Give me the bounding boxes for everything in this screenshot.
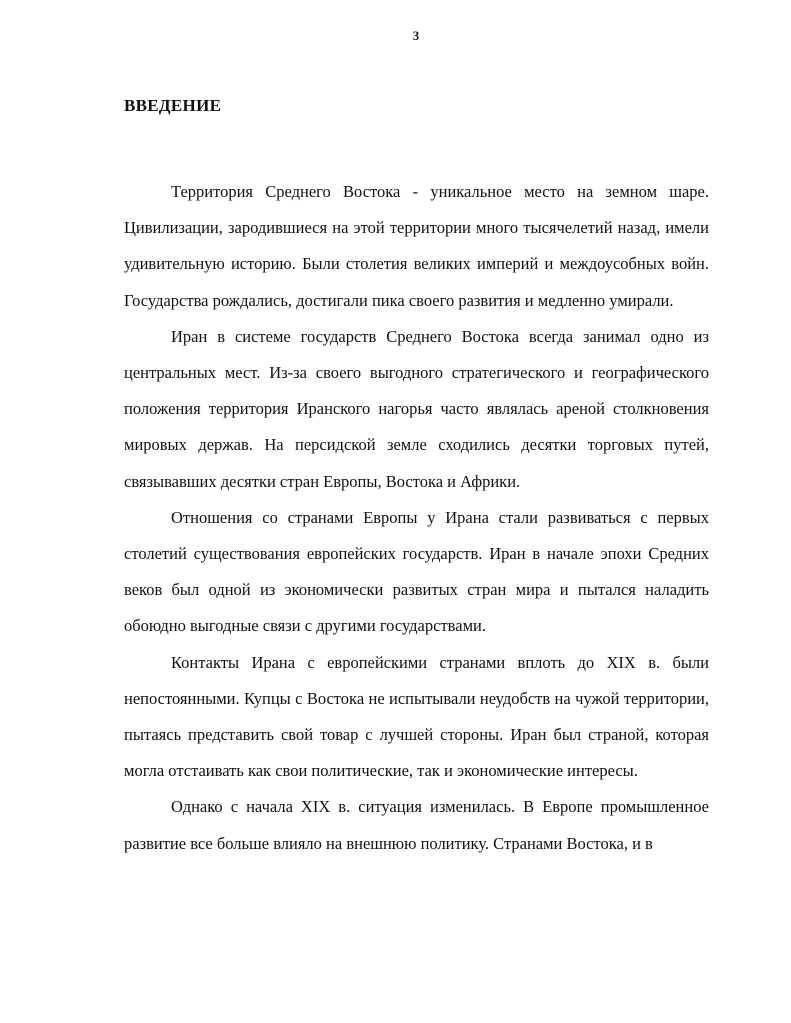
paragraph-2: Иран в системе государств Среднего Востока всегда занимал одно из центральных мест. Из-за своего выгодного стратегического и географического положения территория Иранского нагорья часто являлась ареной столкновения мировых держав. На персидской земле сходились десятки торговых путей, связывавших десятки стран Европы, Востока и Африки. <box>124 326 709 491</box>
paragraph-4: Контакты Ирана с европейскими странами вплоть до XIX в. были непостоянными. Купцы с Востока не испытывали неудобств на чужой территории, пытаясь представить свой товар с лучшей стороны. Иран был страной, которая могла отстаивать как свои политические, так и экономические интересы. <box>124 652 709 781</box>
paragraph-3: Отношения со странами Европы у Ирана стали развиваться с первых столетий существования европейских государств. Иран в начале эпохи Средних веков был одной из экономически развитых стран мира и пытался наладить обоюдно выгодные связи с другими государствами. <box>124 507 709 636</box>
page-number: 3 <box>412 28 420 43</box>
section-heading: ВВЕДЕНИЕ <box>124 96 222 115</box>
paragraph-1: Территория Среднего Востока - уникальное место на земном шаре. Цивилизации, зародившиеся на этой территории много тысячелетий назад, имели удивительную историю. Были столетия великих империй и междоусобных войн. Государства рождались, достигали пика своего развития и медленно умирали. <box>124 182 709 310</box>
body-text <box>124 174 709 862</box>
paragraph-5: Однако с начала XIX в. ситуация изменилась. В Европе промышленное развитие все больше влияло на внешнюю политику. Странами Востока, и в <box>124 797 709 853</box>
